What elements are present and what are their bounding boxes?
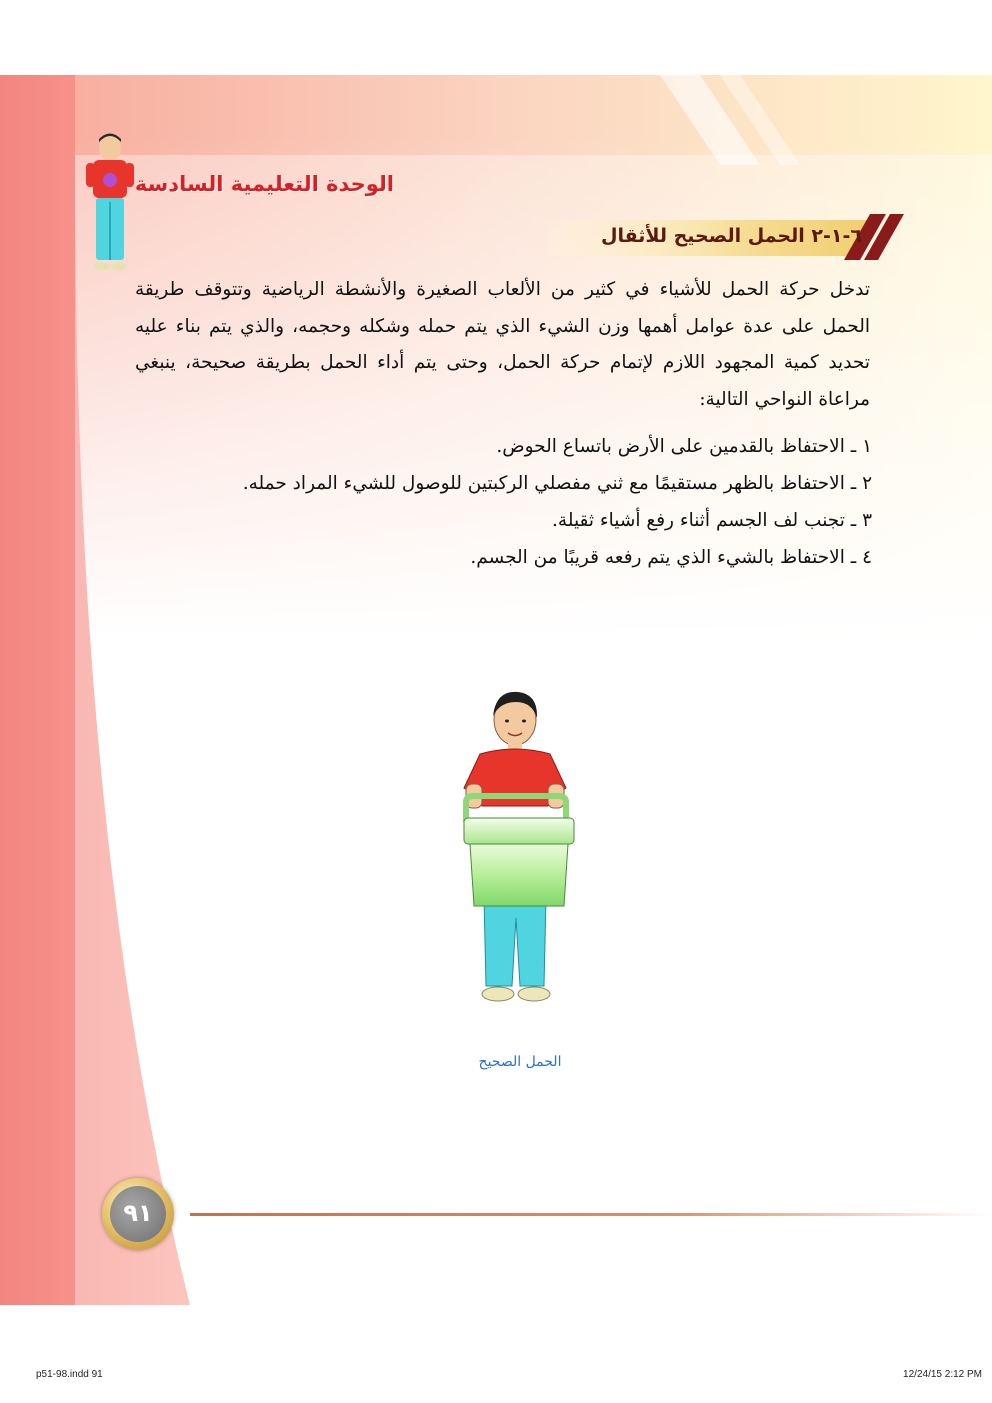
intro-paragraph: تدخل حركة الحمل للأشياء في كثير من الألعاب الصغيرة والأنشطة الرياضية وتتوقف طريقة الحمل على عدة عوامل أهمها وزن الشيء الذي يتم حمله وشكله وحجمه، والذي يتم بناء عليه تحديد كمية المجهود اللازم لإتمام حركة الحمل، وحتى يتم أداء الحمل بطريقة صحيحة، ينبغي مراعاة النواحي التالية: (135, 279, 870, 410)
boy-mascot-illustration (80, 130, 140, 275)
unit-title: الوحدة التعليمية السادسة (134, 172, 394, 196)
list-item: ١ ـ الاحتفاظ بالقدمين على الأرض باتساع الحوض. (496, 436, 872, 457)
list-item: ٤ ـ الاحتفاظ بالشيء الذي يتم رفعه قريبًا من الجسم. (470, 547, 872, 568)
print-date-label: 12/24/15 2:12 PM (903, 1369, 982, 1380)
list-item: ٣ ـ تجنب لف الجسم أثناء رفع أشياء ثقيلة. (552, 510, 872, 531)
page-number: ٩١ (110, 1186, 166, 1242)
list-item: ٢ ـ الاحتفاظ بالظهر مستقيمًا مع ثني مفصلي الركبتين للوصول للشيء المراد حمله. (242, 473, 872, 494)
figure-caption: الحمل الصحيح (478, 1054, 562, 1070)
section-title: ٦-١-٢ الحمل الصحيح للأثقال (601, 225, 862, 247)
boy-carrying-box-illustration (440, 688, 590, 1013)
page-number-badge (102, 1178, 174, 1250)
print-file-label: p51-98.indd 91 (36, 1369, 103, 1380)
steps-list (152, 428, 872, 576)
footer-divider (190, 1213, 990, 1216)
